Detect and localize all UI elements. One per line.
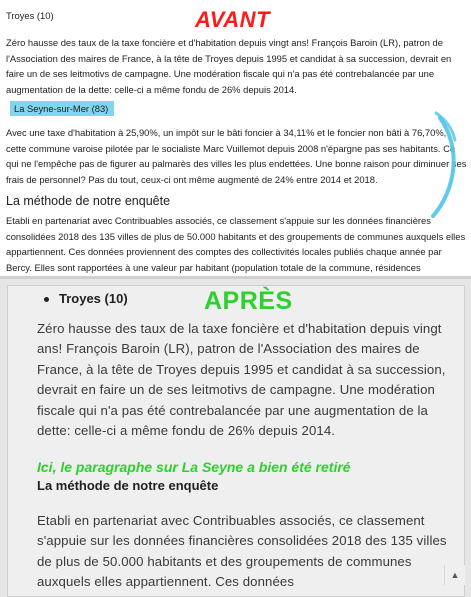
paragraph-method: Etabli en partenariat avec Contribuables associés, ce classement s'appuie sur les données financières consolidées 2018 des 135 villes de plus de 50.000 habitants et des groupements de communes auxquels elles appartiennent. Ces données proviennent des comptes des collectivités locales publiés chaque année par Bercy. Elles sont rapportées à une valeur par habitant (population totale de la commune, résidences [6, 215, 466, 273]
city-heading-troyes: Troyes (10) [59, 291, 128, 306]
chevron-up-icon[interactable]: ▲ [444, 565, 465, 585]
method-heading: La méthode de notre enquête [37, 478, 219, 493]
city-heading-troyes: Troyes (10) [6, 10, 54, 21]
paragraph-troyes: Zéro hausse des taux de la taxe foncière et d'habitation depuis vingt ans! François Baroin (LR), patron de l'Association des maires de France, à la tête de Troyes depuis 1995 et candidat à sa succession, devrait en faire un de ses leitmotivs de campagne. Une modération fiscale qui n'a pas été contrebalancée par une augmentation de la dette: celle-ci a même fondu de 26% depuis 2014. [6, 37, 452, 95]
bullet-icon [44, 297, 49, 302]
paragraph-la-seyne: Avec une taxe d'habitation à 25,90%, un impôt sur le bâti foncier à 34,11% et le foncier non bâti à 76,70%, cette commune varoise pilotée par le socialiste Marc Vuillemot depuis 2008 n'épargne pas ses habitants. Ce qui ne l'empêche pas de figurer au palmarès des villes les plus endettées. Une bonne raison pour diminuer ses frais de personnel? Pas du tout, ceux-ci ont même augmenté de 24% entre 2014 et 2018. [6, 127, 467, 185]
method-heading: La méthode de notre enquête [6, 194, 171, 208]
apres-label: APRÈS [204, 287, 293, 315]
paragraph-troyes: Zéro hausse des taux de la taxe foncière et d'habitation depuis vingt ans! François Baroin (LR), patron de l'Association des maires de France, à la tête de Troyes depuis 1995 et candidat à sa succession, devrait en faire un de ses leitmotivs de campagne. Une modération fiscale qui n'a pas été contrebalancée par une augmentation de la dette: celle-ci a même fondu de 26% depuis 2014. [37, 321, 446, 439]
avant-panel [0, 0, 471, 276]
annotation-note: Ici, le paragraphe sur La Seyne a bien été retiré [37, 459, 351, 475]
avant-label: AVANT [195, 7, 271, 32]
paragraph-method: Etabli en partenariat avec Contribuables associés, ce classement s'appuie sur les données financières consolidées 2018 des 135 villes de plus de 50.000 habitants et des groupements de communes auxquels elles appartiennent. Ces données [37, 513, 447, 590]
apres-panel [0, 279, 471, 597]
apres-content [7, 285, 465, 597]
city-heading-la-seyne: La Seyne-sur-Mer (83) [10, 101, 114, 116]
